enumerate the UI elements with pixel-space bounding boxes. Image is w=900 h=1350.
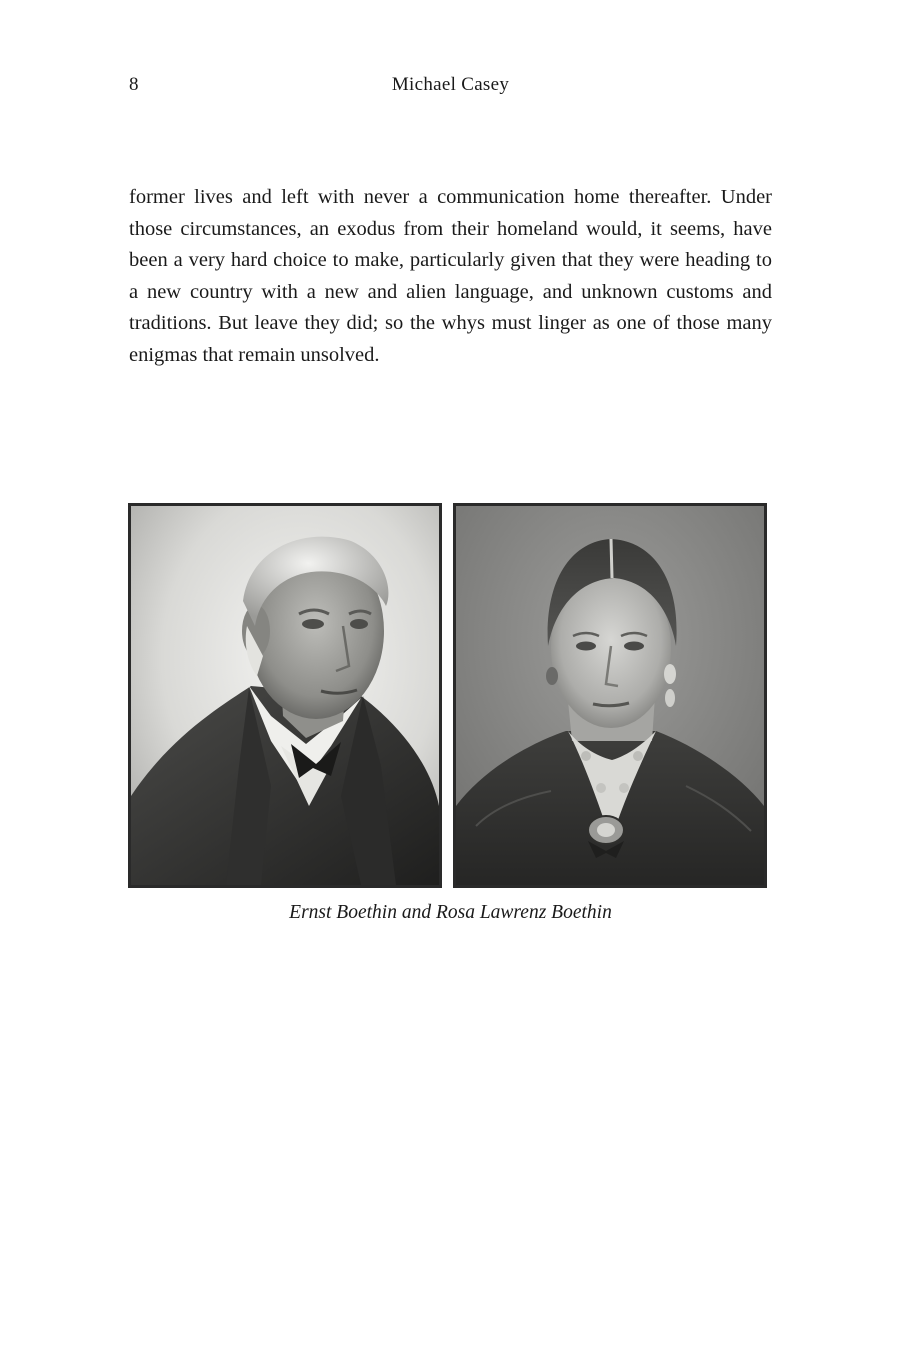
photo-figure bbox=[128, 503, 773, 893]
woman-portrait-image bbox=[456, 506, 764, 885]
header-author: Michael Casey bbox=[391, 74, 510, 95]
portrait-rosa-photo bbox=[453, 503, 767, 888]
photo-caption: Ernst Boethin and Rosa Lawrenz Boethin bbox=[289, 902, 612, 923]
page-number: 8 bbox=[129, 74, 139, 95]
man-portrait-image bbox=[131, 506, 439, 885]
portrait-ernst-photo bbox=[128, 503, 442, 888]
running-head bbox=[129, 74, 772, 100]
body-paragraph: former lives and left with never a communication home thereafter. Under those circumstances, an exodus from their homeland would, it seems, have been a very hard choice to make, particularly given that they were heading to a new country with a new and alien language, and unknown customs and traditions. But leave they did; so the whys must linger as one of those many enigmas that remain unsolved. bbox=[129, 186, 772, 366]
